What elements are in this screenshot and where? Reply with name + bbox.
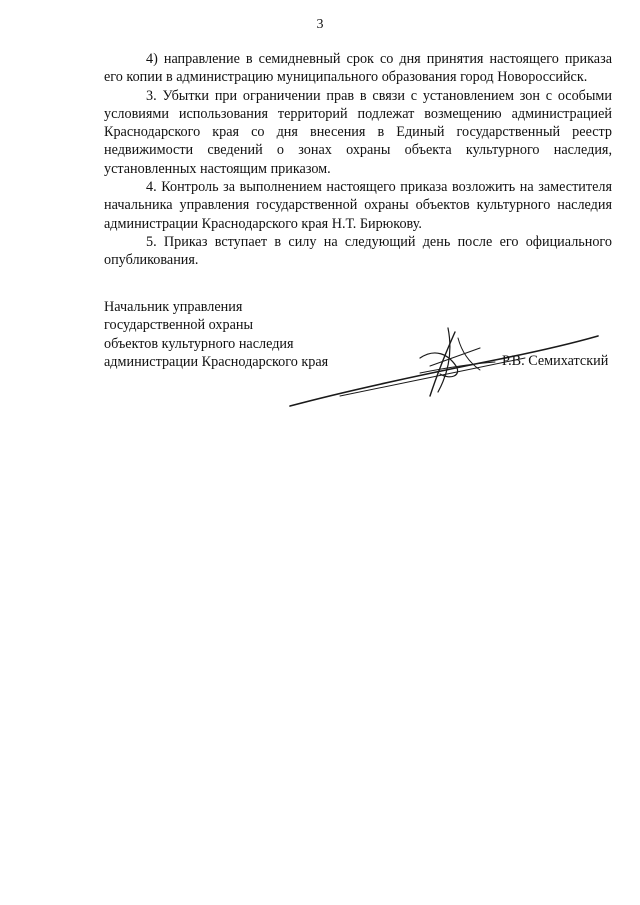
paragraph-item-4: 4) направление в семидневный срок со дня принятия настоящего приказа его копии в администрацию муниципального образования город Новороссийск. bbox=[104, 51, 612, 86]
paragraph-effect: 5. Приказ вступает в силу на следующий день после его официального опубликования. bbox=[104, 233, 612, 269]
paragraph-losses: 3. Убытки при ограничении прав в связи с установлением зон с особыми условиями использования территорий подлежат возмещению администрацией Краснодарского края со дня внесения в Единый государственный реестр недвижимости сведений о зонах охраны объекта культурного наследия, установленных настоящим приказом. bbox=[104, 87, 612, 177]
document-body bbox=[104, 50, 612, 270]
page-number: 3 bbox=[316, 17, 324, 32]
position-line: Начальник управления bbox=[104, 299, 243, 315]
position-line: государственной охраны bbox=[104, 317, 254, 334]
signer-name: Р.В. Семихатский bbox=[502, 353, 609, 369]
position-line: администрации Краснодарского края bbox=[104, 353, 329, 370]
paragraph-control: 4. Контроль за выполнением настоящего приказа возложить на заместителя начальника управления государственной охраны объектов культурного наследия администрации Краснодарского края Н.Т. Бирюкову. bbox=[104, 179, 612, 232]
position-line: объектов культурного наследия bbox=[104, 335, 294, 352]
